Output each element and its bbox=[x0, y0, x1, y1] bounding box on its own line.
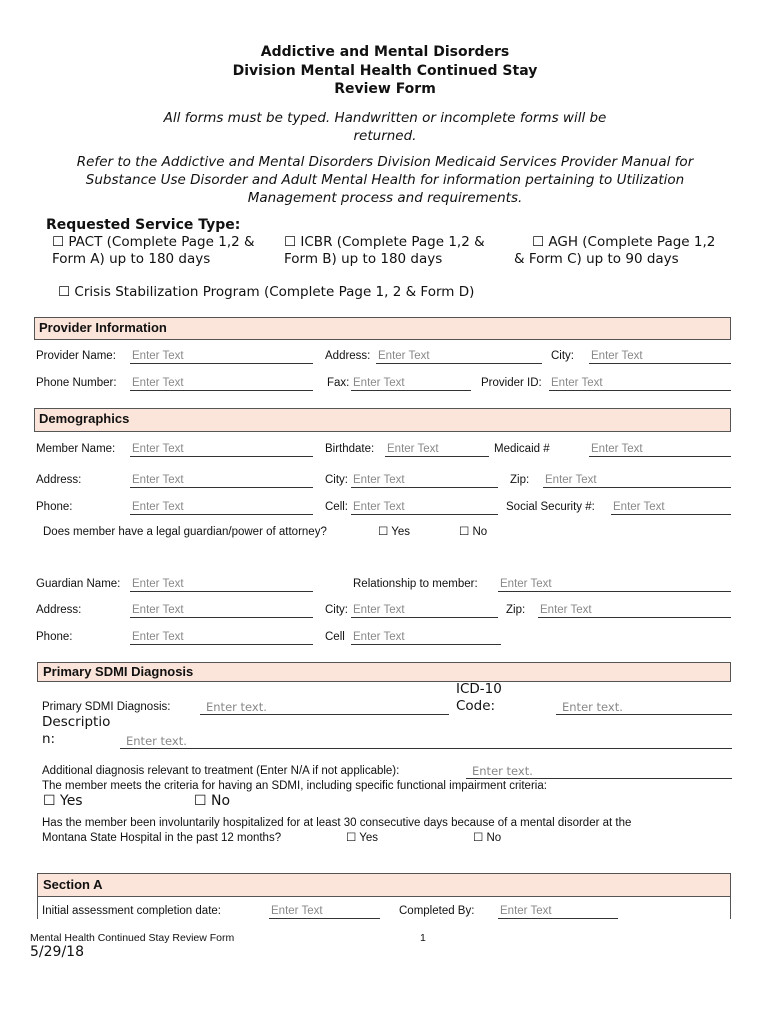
guardian-question: Does member have a legal guardian/power of attorney? bbox=[43, 526, 327, 538]
member-name-field[interactable]: Enter Text bbox=[130, 442, 313, 457]
diagnosis-section-header: Primary SDMI Diagnosis bbox=[37, 662, 731, 682]
provider-section-header: Provider Information bbox=[34, 317, 731, 340]
sdmi-criteria-question: The member meets the criteria for having an SDMI, including specific functional impairment criteria: bbox=[42, 780, 547, 792]
guardian-cell-field[interactable]: Enter Text bbox=[351, 630, 501, 645]
relationship-label: Relationship to member: bbox=[353, 578, 478, 590]
ssn-field[interactable]: Enter Text bbox=[611, 500, 731, 515]
provider-id-label: Provider ID: bbox=[481, 377, 542, 389]
provider-city-label: City: bbox=[551, 350, 574, 362]
form-title-line3: Review Form bbox=[334, 81, 436, 97]
guardian-no-checkbox[interactable]: ☐ No bbox=[459, 526, 488, 538]
section-a-right-border bbox=[730, 897, 731, 919]
member-city-field[interactable]: Enter Text bbox=[351, 473, 498, 488]
description-label-line1: Descriptio bbox=[42, 714, 111, 730]
hospital-no-checkbox[interactable]: ☐ No bbox=[473, 832, 502, 844]
medicaid-label: Medicaid # bbox=[494, 443, 550, 455]
footer-form-name: Mental Health Continued Stay Review Form bbox=[30, 932, 235, 944]
agh-label-line2: & Form C) up to 90 days bbox=[514, 251, 679, 267]
medicaid-field[interactable]: Enter Text bbox=[589, 442, 731, 457]
crisis-checkbox[interactable]: ☐ Crisis Stabilization Program (Complete Page 1, 2 & Form D) bbox=[58, 284, 475, 300]
icd-label-line1: ICD-10 bbox=[456, 681, 502, 697]
assessment-date-label: Initial assessment completion date: bbox=[42, 905, 221, 917]
member-address-field[interactable]: Enter Text bbox=[130, 473, 313, 488]
description-field[interactable]: Enter text. bbox=[120, 734, 732, 749]
agh-label-line1: ☐ AGH (Complete Page 1,2 bbox=[532, 234, 716, 250]
footer-date: 5/29/18 bbox=[30, 944, 84, 960]
member-phone-field[interactable]: Enter Text bbox=[130, 500, 313, 515]
demographics-section-header: Demographics bbox=[34, 408, 731, 432]
hospitalization-question-line2: Montana State Hospital in the past 12 months? bbox=[42, 832, 282, 844]
birthdate-label: Birthdate: bbox=[325, 443, 375, 455]
additional-diagnosis-field[interactable]: Enter text. bbox=[466, 764, 732, 779]
icd-code-label bbox=[456, 681, 502, 715]
icbr-checkbox[interactable] bbox=[284, 234, 485, 268]
member-cell-label: Cell: bbox=[325, 501, 349, 513]
member-cell-field[interactable]: Enter Text bbox=[351, 500, 498, 515]
pact-label-line2: Form A) up to 180 days bbox=[52, 251, 211, 267]
typed-notice-line2: returned. bbox=[353, 128, 417, 144]
guardian-address-field[interactable]: Enter Text bbox=[130, 603, 313, 618]
provider-city-field[interactable]: Enter Text bbox=[589, 349, 731, 364]
provider-phone-label: Phone Number: bbox=[36, 377, 117, 389]
provider-id-field[interactable]: Enter Text bbox=[549, 376, 731, 391]
completed-by-label: Completed By: bbox=[399, 905, 475, 917]
guardian-address-label: Address: bbox=[36, 604, 82, 616]
icd-label-line2: Code: bbox=[456, 698, 496, 714]
member-zip-label: Zip: bbox=[510, 474, 530, 486]
pact-label-line1: ☐ PACT (Complete Page 1,2 & bbox=[52, 234, 255, 250]
guardian-phone-field[interactable]: Enter Text bbox=[130, 630, 313, 645]
provider-phone-field[interactable]: Enter Text bbox=[130, 376, 313, 391]
provider-address-field[interactable]: Enter Text bbox=[376, 349, 542, 364]
icbr-label-line2: Form B) up to 180 days bbox=[284, 251, 443, 267]
provider-fax-label: Fax: bbox=[327, 377, 350, 389]
hospital-yes-checkbox[interactable]: ☐ Yes bbox=[346, 832, 379, 844]
description-label bbox=[42, 714, 110, 748]
footer-page-number: 1 bbox=[420, 932, 426, 944]
birthdate-field[interactable]: Enter Text bbox=[385, 442, 489, 457]
member-zip-field[interactable]: Enter Text bbox=[543, 473, 731, 488]
member-phone-label: Phone: bbox=[36, 501, 73, 513]
form-title-line2: Division Mental Health Continued Stay bbox=[232, 63, 538, 79]
guardian-phone-label: Phone: bbox=[36, 631, 73, 643]
guardian-yes-checkbox[interactable]: ☐ Yes bbox=[378, 526, 411, 538]
member-address-label: Address: bbox=[36, 474, 82, 486]
form-title-line1: Addictive and Mental Disorders bbox=[260, 44, 510, 60]
guardian-city-field[interactable]: Enter Text bbox=[351, 603, 498, 618]
member-name-label: Member Name: bbox=[36, 443, 116, 455]
additional-diagnosis-label: Additional diagnosis relevant to treatment (Enter N/A if not applicable): bbox=[42, 765, 400, 777]
provider-name-label: Provider Name: bbox=[36, 350, 116, 362]
guardian-zip-label: Zip: bbox=[506, 604, 526, 616]
description-label-line2: n: bbox=[42, 731, 56, 747]
assessment-date-field[interactable]: Enter Text bbox=[269, 904, 380, 919]
refer-text-line2: Substance Use Disorder and Adult Mental Health for information pertaining to Utilization bbox=[85, 172, 685, 188]
pact-checkbox[interactable] bbox=[52, 234, 255, 268]
section-a-left-border bbox=[37, 897, 38, 919]
guardian-name-label: Guardian Name: bbox=[36, 578, 121, 590]
ssn-label: Social Security #: bbox=[506, 501, 595, 513]
icd-code-field[interactable]: Enter text. bbox=[556, 700, 732, 715]
guardian-zip-field[interactable]: Enter Text bbox=[538, 603, 731, 618]
refer-text-line3: Management process and requirements. bbox=[247, 190, 523, 206]
hospitalization-question-line1: Has the member been involuntarily hospitalized for at least 30 consecutive days because of a mental disorder at the bbox=[42, 817, 632, 829]
guardian-name-field[interactable]: Enter Text bbox=[130, 577, 313, 592]
relationship-field[interactable]: Enter Text bbox=[498, 577, 731, 592]
member-city-label: City: bbox=[325, 474, 348, 486]
completed-by-field[interactable]: Enter Text bbox=[498, 904, 618, 919]
service-type-heading: Requested Service Type: bbox=[46, 217, 241, 233]
typed-notice-line1: All forms must be typed. Handwritten or incomplete forms will be bbox=[163, 110, 607, 126]
provider-address-label: Address: bbox=[325, 350, 371, 362]
provider-name-field[interactable]: Enter Text bbox=[130, 349, 313, 364]
criteria-no-checkbox[interactable]: ☐ No bbox=[194, 793, 231, 809]
criteria-yes-checkbox[interactable]: ☐ Yes bbox=[43, 793, 83, 809]
guardian-cell-label: Cell bbox=[325, 631, 345, 643]
primary-diagnosis-label: Primary SDMI Diagnosis: bbox=[42, 701, 171, 713]
agh-checkbox[interactable] bbox=[514, 234, 715, 268]
primary-diagnosis-field[interactable]: Enter text. bbox=[200, 700, 449, 715]
guardian-city-label: City: bbox=[325, 604, 348, 616]
provider-fax-field[interactable]: Enter Text bbox=[351, 376, 471, 391]
section-a-header: Section A bbox=[37, 873, 731, 897]
refer-text-line1: Refer to the Addictive and Mental Disorders Division Medicaid Services Provider Manual for bbox=[76, 154, 694, 170]
icbr-label-line1: ☐ ICBR (Complete Page 1,2 & bbox=[284, 234, 485, 250]
